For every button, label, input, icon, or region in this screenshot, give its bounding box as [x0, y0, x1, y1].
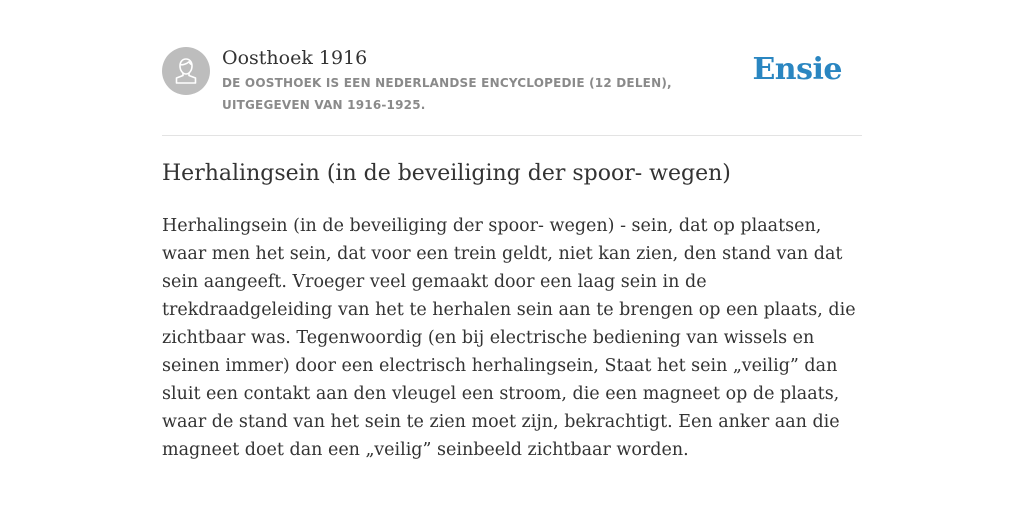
source-info — [222, 44, 762, 116]
header-divider — [162, 135, 862, 136]
source-avatar — [162, 47, 210, 95]
source-header — [162, 44, 862, 124]
article-title: Herhalingsein (in de beveiliging der spoor- wegen) — [162, 161, 731, 186]
source-title[interactable]: Oosthoek 1916 — [222, 47, 368, 69]
article-body: Herhalingsein (in de beveiliging der spoor- wegen) - sein, dat op plaatsen, waar men het sein, dat voor een trein geldt, niet kan zien, den stand van dat sein aangeeft. Vroeger veel gemaakt door een laag sein in de trekdraadgeleiding van het te herhalen sein aan te brengen op een plaats, die zichtbaar was. Tegenwoordig (en bij electrische bediening van wissels en seinen immer) door een electrisch herhalingsein, Staat het sein „veilig” dan sluit een contakt aan den vleugel een stroom, die een magneet op de plaats, waar de stand van het sein te zien moet zijn, bekrachtigt. Een anker aan die magneet doet dan een „veilig” seinbeeld zichtbaar worden. — [162, 216, 856, 460]
ensie-logo-link[interactable]: Ensie — [752, 52, 842, 87]
source-description: DE OOSTHOEK IS EEN NEDERLANDSE ENCYCLOPEDIE (12 DELEN), UITGEGEVEN VAN 1916-1925. — [222, 76, 672, 112]
user-silhouette-icon — [162, 47, 210, 95]
